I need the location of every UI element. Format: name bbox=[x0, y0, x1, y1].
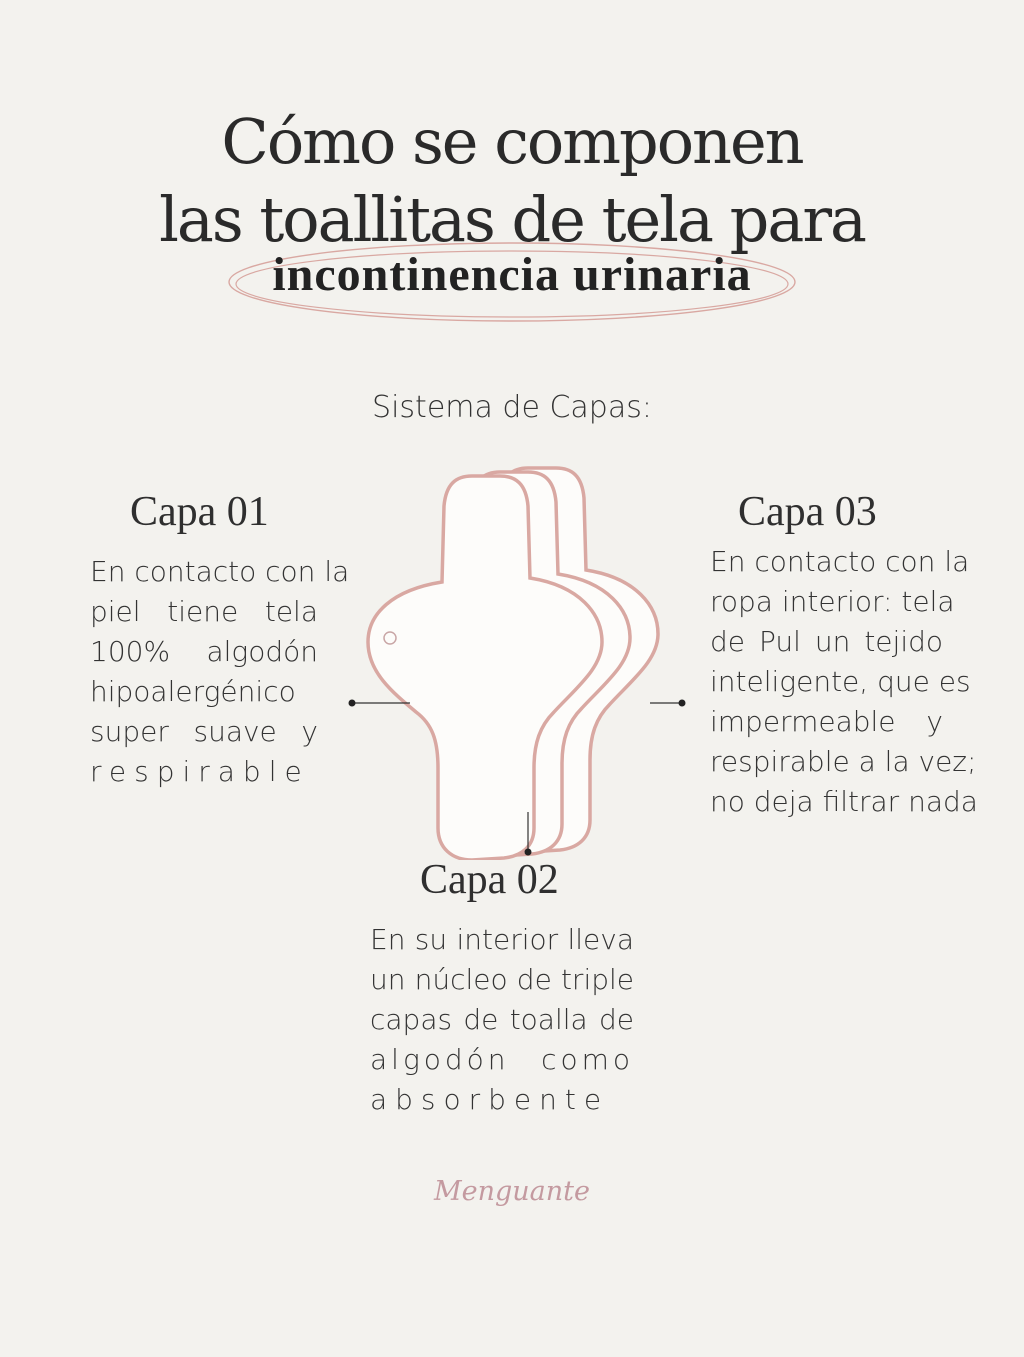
title-line-1: Cómo se componen bbox=[221, 105, 803, 178]
leader-line-capa3 bbox=[650, 700, 686, 707]
capa-02-line: absorbente bbox=[370, 1083, 610, 1116]
capa-03-line: inteligente, que es bbox=[710, 665, 971, 698]
capa-02-description bbox=[370, 920, 634, 1120]
capa-02-line: un núcleo de triple bbox=[370, 963, 634, 996]
capa-03-line: En contacto con la bbox=[710, 545, 970, 578]
capa-03-line: ropa interior: tela bbox=[710, 585, 955, 618]
capa-03-line: no deja filtrar nada bbox=[710, 785, 978, 818]
capa-01-title: Capa 01 bbox=[130, 489, 269, 535]
capa-02-line: En su interior lleva bbox=[370, 923, 634, 956]
pad-layers-diagram bbox=[340, 460, 690, 860]
layers-subtitle: Sistema de Capas: bbox=[372, 390, 652, 425]
capa-03-line: impermeable y bbox=[710, 705, 943, 738]
capa-03-line: respirable a la vez; bbox=[710, 745, 977, 778]
capa-03-title: Capa 03 bbox=[738, 489, 877, 535]
capa-01-line: piel tiene tela bbox=[90, 595, 318, 628]
capa-02-title: Capa 02 bbox=[420, 857, 559, 903]
capa-03-description bbox=[710, 542, 978, 822]
capa-01-description bbox=[90, 552, 350, 792]
title-line-2: las toallitas de tela para bbox=[159, 183, 865, 256]
capa-02-line: algodón como bbox=[370, 1043, 634, 1076]
title-line-3-highlighted: incontinencia urinaria bbox=[272, 248, 752, 301]
capa-01-line: hipoalergénico bbox=[90, 675, 296, 708]
brand-logo: Menguante bbox=[433, 1176, 590, 1207]
capa-02-line: capas de toalla de bbox=[370, 1003, 634, 1036]
capa-01-line: 100% algodón bbox=[90, 635, 318, 668]
capa-03-line: de Pul un tejido bbox=[710, 625, 943, 658]
capa-01-line: respirable bbox=[90, 755, 310, 788]
capa-01-line: En contacto con la bbox=[90, 555, 350, 588]
capa-01-line: super suave y bbox=[90, 715, 318, 748]
